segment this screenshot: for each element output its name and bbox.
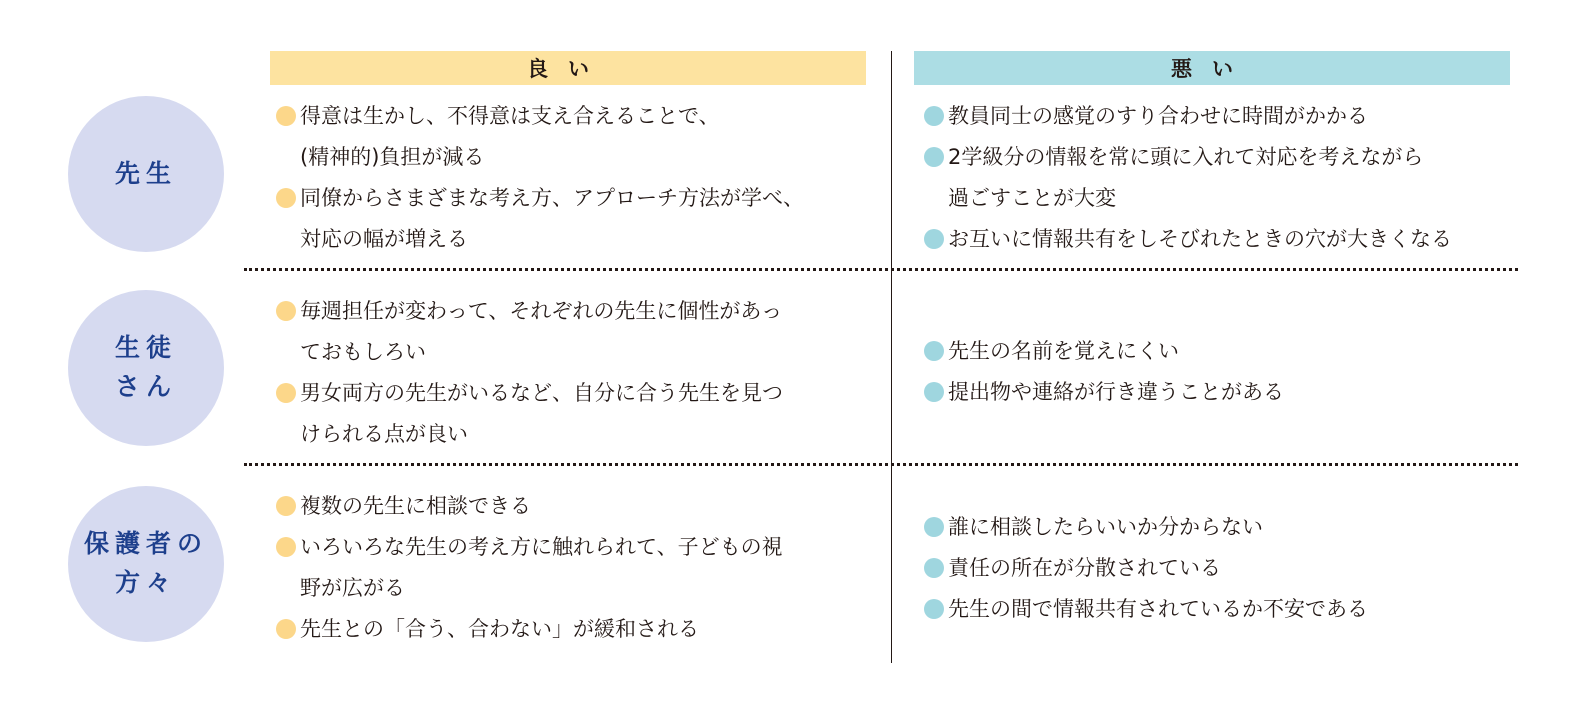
row-label-guardians [68,486,224,642]
guardians-bad-list [924,507,1514,630]
list-item-line: 野が広がる [300,576,405,600]
bullet-dot-icon [276,496,296,516]
bullet-dot-icon [924,517,944,537]
students-good-list [276,291,866,455]
list-item-line: いろいろな先生の考え方に触れられて、子どもの視 [300,535,783,559]
list-item-line: 対応の幅が増える [300,227,468,251]
row-label-line: 先生 [114,158,177,188]
list-item-line: ておもしろい [300,340,426,364]
list-item [924,372,1514,413]
list-item-line: (精神的)負担が減る [300,145,485,169]
bullet-dot-icon [276,537,296,557]
list-item-line: お互いに情報共有をしそびれたときの穴が大きくなる [948,227,1452,251]
bad-header: 悪い [914,51,1510,85]
guardians-good-list [276,486,866,650]
row-label-line: 保護者の [83,529,208,559]
students-bad-list [924,331,1514,413]
bullet-dot-icon [276,301,296,321]
list-item-line: 教員同士の感覚のすり合わせに時間がかかる [948,104,1368,128]
bullet-dot-icon [924,147,944,167]
row-label-students [68,290,224,446]
list-item-line: 先生との「合う、合わない」が緩和される [300,617,699,641]
list-item [924,507,1514,548]
bullet-dot-icon [924,229,944,249]
row-label-line: さん [114,372,177,401]
list-item-line: 同僚からさまざまな考え方、アプローチ方法が学べ、 [300,186,804,210]
list-item [276,373,866,455]
list-item [276,527,866,609]
list-item [924,137,1514,219]
list-item-line: 毎週担任が変わって、それぞれの先生に個性があっ [300,299,783,323]
bullet-dot-icon [276,106,296,126]
row-label-line: 生徒 [114,333,177,363]
column-divider [891,51,892,663]
list-item [924,548,1514,589]
list-item [924,219,1514,260]
list-item [924,331,1514,372]
list-item-line: 男女両方の先生がいるなど、自分に合う先生を見つ [300,381,783,405]
bullet-dot-icon [924,106,944,126]
row-divider [244,268,1518,271]
bullet-dot-icon [924,382,944,402]
list-item-line: 提出物や連絡が行き違うことがある [948,380,1284,404]
bullet-dot-icon [276,383,296,403]
list-item [276,609,866,650]
list-item-line: 誰に相談したらいいか分からない [948,515,1263,539]
list-item-line: 先生の名前を覚えにくい [948,339,1179,363]
teachers-bad-list [924,96,1514,260]
list-item-line: けられる点が良い [300,422,468,446]
list-item [276,178,866,260]
bullet-dot-icon [276,619,296,639]
list-item [276,291,866,373]
good-header: 良い [270,51,866,85]
list-item-line: 2学級分の情報を常に頭に入れて対応を考えながら [948,145,1424,169]
bullet-dot-icon [924,558,944,578]
bullet-dot-icon [924,599,944,619]
list-item-line: 得意は生かし、不得意は支え合えることで、 [300,104,720,128]
list-item [924,589,1514,630]
teachers-good-list [276,96,866,260]
row-label-line: 方々 [114,568,177,597]
row-divider [244,463,1518,466]
list-item-line: 責任の所在が分散されている [948,556,1221,580]
bullet-dot-icon [924,341,944,361]
row-label-teachers [68,96,224,252]
list-item [924,96,1514,137]
list-item-line: 先生の間で情報共有されているか不安である [948,597,1368,621]
list-item [276,96,866,178]
list-item-line: 複数の先生に相談できる [300,494,531,518]
bullet-dot-icon [276,188,296,208]
list-item-line: 過ごすことが大変 [948,186,1116,210]
list-item [276,486,866,527]
